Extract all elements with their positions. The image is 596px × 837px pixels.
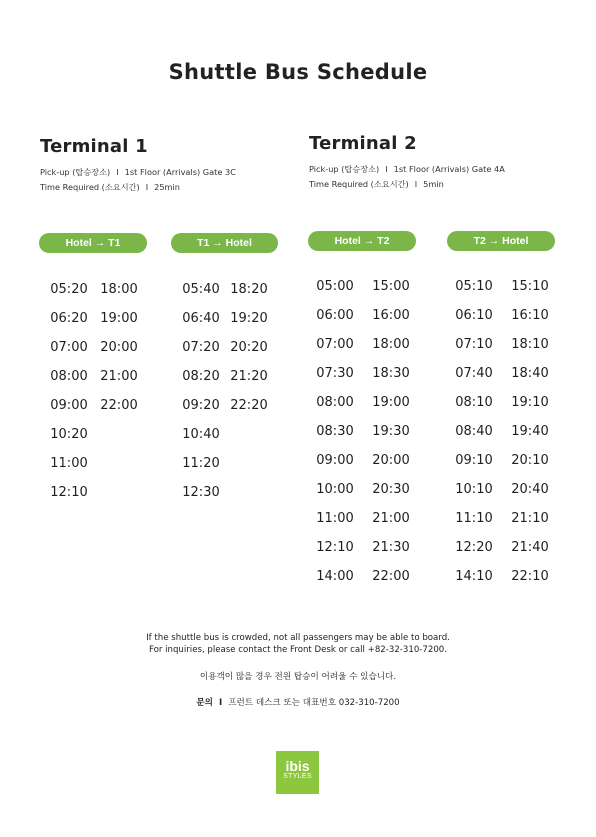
departure-time: 10:00 — [316, 482, 354, 497]
pickup-value: 1st Floor (Arrivals) Gate 4A — [393, 164, 505, 174]
departure-time: 12:30 — [182, 485, 220, 500]
departure-time: 07:00 — [50, 340, 88, 355]
departure-time: 08:30 — [316, 424, 354, 439]
terminal-2-time — [309, 177, 505, 192]
separator: I — [218, 698, 223, 708]
notes-section — [0, 632, 596, 708]
pickup-value: 1st Floor (Arrivals) Gate 3C — [124, 167, 236, 177]
departure-time: 07:30 — [316, 366, 354, 381]
departure-time: 09:10 — [455, 453, 493, 468]
departure-time: 09:00 — [50, 398, 88, 413]
departure-time: 21:30 — [372, 540, 410, 555]
inquiry-label: 문의 — [196, 698, 213, 708]
departure-time: 20:10 — [511, 453, 549, 468]
departure-time: 22:00 — [100, 398, 138, 413]
departure-time: 15:10 — [511, 279, 549, 294]
note-korean-crowded: 이용객이 많을 경우 전원 탑승이 어려울 수 있습니다. — [199, 672, 397, 682]
departure-time: 05:20 — [50, 282, 88, 297]
ibis-styles-logo — [276, 751, 319, 794]
departure-time: 20:40 — [511, 482, 549, 497]
departure-time: 06:20 — [50, 311, 88, 326]
times-t1-hotel-right — [227, 282, 271, 427]
departure-time: 08:20 — [182, 369, 220, 384]
times-t2-hotel-right — [508, 279, 552, 598]
departure-time: 14:10 — [455, 569, 493, 584]
departure-time: 08:00 — [316, 395, 354, 410]
departure-time: 19:30 — [372, 424, 410, 439]
logo-text-ibis: ibis — [285, 758, 310, 774]
pickup-label: Pick-up (탑승장소) — [40, 167, 111, 177]
route-pill-t2-hotel: T2 → Hotel — [447, 231, 555, 251]
times-t1-hotel-left — [179, 282, 223, 514]
departure-time: 11:00 — [50, 456, 88, 471]
departure-time: 09:00 — [316, 453, 354, 468]
departure-time: 10:40 — [182, 427, 220, 442]
departure-time: 21:00 — [372, 511, 410, 526]
departure-time: 11:20 — [182, 456, 220, 471]
inquiry-text: 프런트 데스크 또는 대표번호 032-310-7200 — [228, 698, 400, 708]
departure-time: 16:10 — [511, 308, 549, 323]
departure-time: 11:00 — [316, 511, 354, 526]
departure-time: 08:40 — [455, 424, 493, 439]
departure-time: 07:10 — [455, 337, 493, 352]
departure-time: 08:10 — [455, 395, 493, 410]
departure-time: 06:10 — [455, 308, 493, 323]
departure-time: 21:20 — [230, 369, 268, 384]
departure-time: 20:20 — [230, 340, 268, 355]
departure-time: 18:00 — [100, 282, 138, 297]
separator: I — [116, 167, 119, 177]
departure-time: 19:40 — [511, 424, 549, 439]
departure-time: 15:00 — [372, 279, 410, 294]
time-label: Time Required (소요시간) — [40, 182, 140, 192]
departure-time: 22:00 — [372, 569, 410, 584]
times-hotel-t1-right — [97, 282, 141, 427]
terminal-2-title: Terminal 2 — [309, 133, 417, 154]
departure-time: 20:30 — [372, 482, 410, 497]
time-value: 5min — [423, 179, 444, 189]
terminal-1-pickup — [40, 165, 236, 180]
departure-time: 16:00 — [372, 308, 410, 323]
route-pill-hotel-t2: Hotel → T2 — [308, 231, 416, 251]
departure-time: 22:10 — [511, 569, 549, 584]
separator: I — [385, 164, 388, 174]
departure-time: 05:40 — [182, 282, 220, 297]
departure-time: 19:00 — [100, 311, 138, 326]
times-hotel-t1-left — [47, 282, 91, 514]
logo-text-styles: STYLES — [283, 773, 312, 780]
pickup-label: Pick-up (탑승장소) — [309, 164, 380, 174]
departure-time: 18:10 — [511, 337, 549, 352]
terminal-2-section — [309, 133, 505, 192]
departure-time: 06:40 — [182, 311, 220, 326]
departure-time: 05:10 — [455, 279, 493, 294]
departure-time: 05:00 — [316, 279, 354, 294]
departure-time: 12:10 — [316, 540, 354, 555]
departure-time: 18:40 — [511, 366, 549, 381]
departure-time: 08:00 — [50, 369, 88, 384]
page-title: Shuttle Bus Schedule — [168, 60, 428, 84]
departure-time: 20:00 — [372, 453, 410, 468]
departure-time: 20:00 — [100, 340, 138, 355]
departure-time: 12:10 — [50, 485, 88, 500]
departure-time: 07:20 — [182, 340, 220, 355]
route-pill-t1-hotel: T1 → Hotel — [171, 233, 278, 253]
departure-time: 21:40 — [511, 540, 549, 555]
terminal-1-title: Terminal 1 — [40, 136, 148, 157]
departure-time: 10:10 — [455, 482, 493, 497]
times-hotel-t2-left — [313, 279, 357, 598]
departure-time: 21:10 — [511, 511, 549, 526]
departure-time: 18:20 — [230, 282, 268, 297]
terminal-1-section — [40, 136, 236, 195]
note-korean-inquiries — [0, 696, 596, 708]
route-pill-hotel-t1: Hotel → T1 — [39, 233, 147, 253]
departure-time: 19:20 — [230, 311, 268, 326]
times-hotel-t2-right — [369, 279, 413, 598]
terminal-2-pickup — [309, 162, 505, 177]
departure-time: 07:00 — [316, 337, 354, 352]
departure-time: 19:10 — [511, 395, 549, 410]
departure-time: 21:00 — [100, 369, 138, 384]
departure-time: 12:20 — [455, 540, 493, 555]
separator: I — [145, 182, 149, 192]
note-inquiries: For inquiries, please contact the Front Desk or call +82-32-310-7200. — [148, 645, 447, 655]
departure-time: 09:20 — [182, 398, 220, 413]
departure-time: 18:00 — [372, 337, 410, 352]
departure-time: 19:00 — [372, 395, 410, 410]
departure-time: 22:20 — [230, 398, 268, 413]
departure-time: 10:20 — [50, 427, 88, 442]
departure-time: 06:00 — [316, 308, 354, 323]
departure-time: 11:10 — [455, 511, 493, 526]
time-value: 25min — [154, 182, 180, 192]
times-t2-hotel-left — [452, 279, 496, 598]
note-crowded: If the shuttle bus is crowded, not all passengers may be able to board. — [146, 633, 450, 643]
terminal-1-time — [40, 180, 236, 195]
departure-time: 14:00 — [316, 569, 354, 584]
separator: I — [414, 179, 418, 189]
departure-time: 18:30 — [372, 366, 410, 381]
time-label: Time Required (소요시간) — [309, 179, 409, 189]
departure-time: 07:40 — [455, 366, 493, 381]
